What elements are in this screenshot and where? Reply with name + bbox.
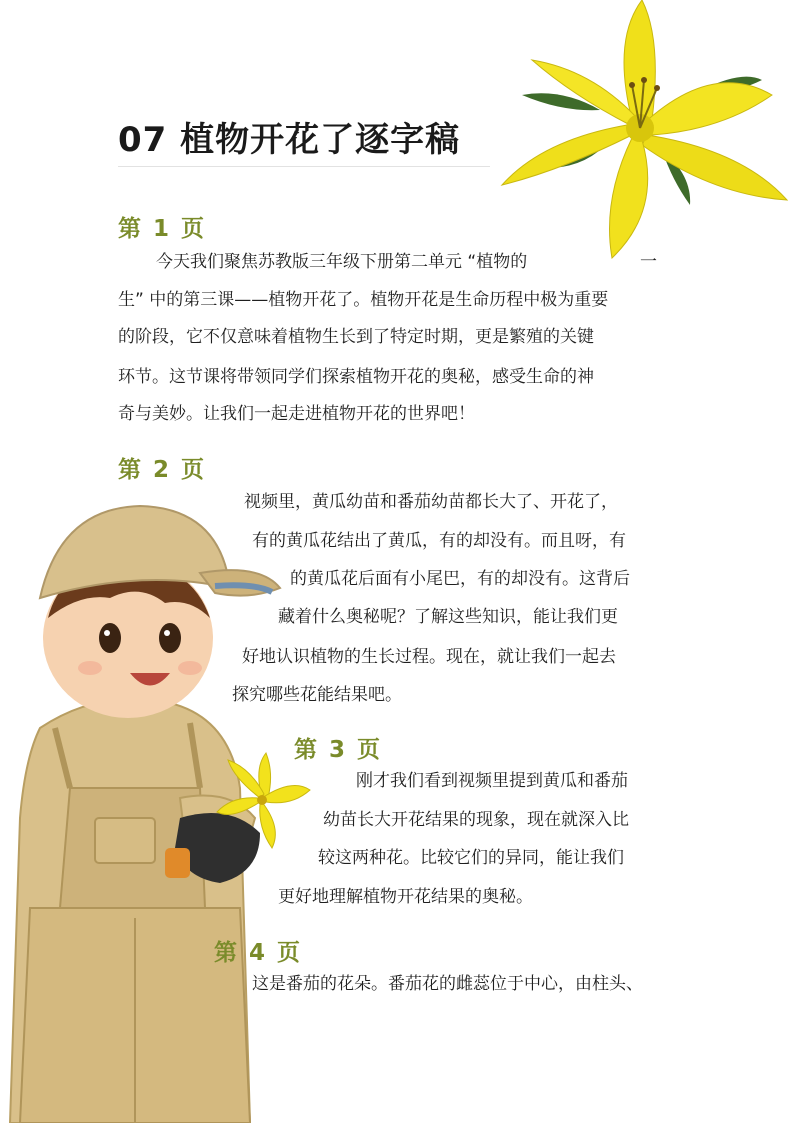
page-1-line: 生” 中的第三课——植物开花了。植物开花是生命历程中极为重要 <box>118 290 609 310</box>
page-3-line: 幼苗长大开花结果的现象，现在就深入比 <box>323 810 629 830</box>
section-heading-page-3: 第 3 页 <box>294 737 381 763</box>
page-3-line: 刚才我们看到视频里提到黄瓜和番茄 <box>356 771 628 791</box>
section-heading-page-4: 第 4 页 <box>214 940 301 966</box>
section-heading-page-1: 第 1 页 <box>118 216 205 242</box>
page-1-line: 奇与美妙。让我们一起走进植物开花的世界吧！ <box>118 404 475 424</box>
page-2-line: 视频里，黄瓜幼苗和番茄幼苗都长大了、开花了， <box>244 492 618 512</box>
page-1-line: 的阶段，它不仅意味着植物生长到了特定时期，更是繁殖的关键 <box>118 327 594 347</box>
page-3-line: 较这两种花。比较它们的异同，能让我们 <box>318 848 624 868</box>
page-2-line: 的黄瓜花后面有小尾巴，有的却没有。这背后 <box>290 569 630 589</box>
page-2-line: 好地认识植物的生长过程。现在，就让我们一起去 <box>242 647 616 667</box>
boy-holding-yellow-flower-illustration <box>0 488 320 1123</box>
page-1-line: 今天我们聚焦苏教版三年级下册第二单元 “植物的 <box>156 252 528 272</box>
page-1-line: 环节。这节课将带领同学们探索植物开花的奥秘，感受生命的神 <box>118 367 594 387</box>
page-4-line: 这是番茄的花朵。番茄花的雌蕊位于中心，由柱头、 <box>252 974 643 994</box>
title-divider <box>118 166 490 167</box>
yellow-lily-illustration <box>492 0 794 262</box>
page-2-line: 有的黄瓜花结出了黄瓜，有的却没有。而且呀，有 <box>252 531 626 551</box>
page-1-line: 一 <box>640 252 657 272</box>
page-3-line: 更好地理解植物开花结果的奥秘。 <box>278 887 533 907</box>
section-heading-page-2: 第 2 页 <box>118 457 205 483</box>
page-2-line: 藏着什么奥秘呢？了解这些知识，能让我们更 <box>278 607 618 627</box>
page-2-line: 探究哪些花能结果吧。 <box>232 685 402 705</box>
page-title: 07 植物开花了逐字稿 <box>118 120 461 160</box>
